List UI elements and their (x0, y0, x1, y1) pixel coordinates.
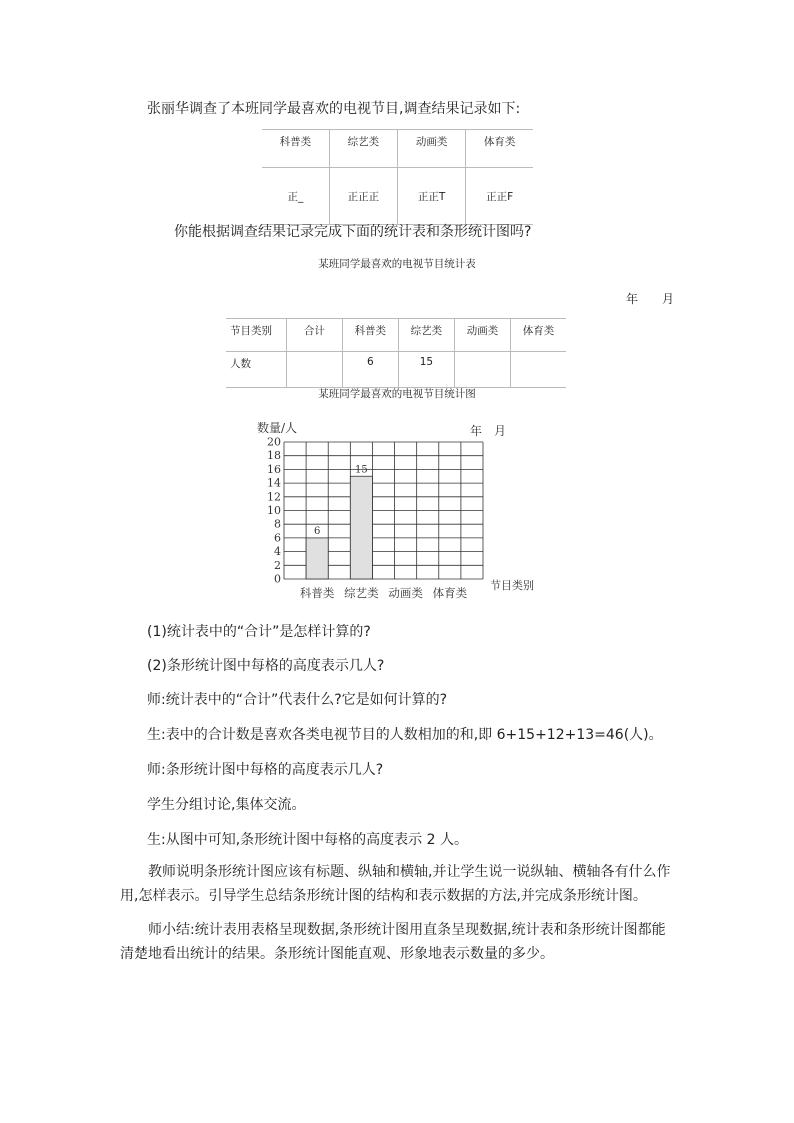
x-category-label: 动画类 (388, 586, 423, 600)
bar-value-label: 6 (313, 525, 321, 537)
survey-tally: 正正F (466, 168, 533, 225)
bar-value-label: 15 (355, 464, 368, 476)
stats-header: 综艺类 (398, 319, 454, 352)
chart-x-labels (300, 586, 468, 600)
y-tick-label: 20 (267, 435, 281, 449)
chart-bars (306, 464, 372, 579)
y-tick-label: 18 (267, 449, 281, 463)
intro-text: 张丽华调查了本班同学最喜欢的电视节目,调查结果记录如下: (147, 101, 521, 117)
chart-xlabel: 节目类别 (490, 579, 534, 592)
chart-ylabel: 数量/人 (257, 421, 298, 435)
survey-header: 体育类 (466, 130, 533, 168)
summary-paragraph: 师小结:统计表用表格呈现数据,条形统计图用直条呈现数据,统计表和条形统计图都能清楚地看出统计的结果。条形统计图能直观、形象地表示数量的多少。 (120, 922, 666, 962)
x-category-label: 科普类 (299, 586, 335, 600)
bar (306, 538, 328, 579)
y-tick-label: 8 (274, 517, 281, 531)
question-1: (1)统计表中的“合计”是怎样计算的? (147, 624, 371, 640)
survey-header: 科普类 (262, 130, 329, 168)
survey-tally: 正正T (397, 168, 465, 225)
x-category-label: 体育类 (432, 586, 468, 600)
dialogue-line: 师:条形统计图中每格的高度表示几人? (147, 762, 384, 778)
x-category-label: 综艺类 (344, 586, 379, 600)
dialogue-line: 生:从图中可知,条形统计图中每格的高度表示 2 人。 (147, 832, 468, 848)
dialogue-line: 师:统计表中的“合计”代表什么?它是如何计算的? (147, 692, 448, 708)
y-tick-label: 14 (267, 476, 281, 490)
bar (350, 476, 372, 579)
stats-row-label: 人数 (226, 352, 286, 388)
y-tick-label: 2 (274, 558, 281, 572)
y-tick-label: 10 (267, 504, 281, 517)
stats-header: 科普类 (342, 319, 398, 352)
stats-header: 节目类别 (226, 319, 286, 352)
dialogue-line: 学生分组讨论,集体交流。 (147, 797, 306, 813)
survey-header: 动画类 (397, 130, 465, 168)
prompt-text: 你能根据调查结果记录完成下面的统计表和条形统计图吗? (174, 224, 532, 240)
bar-chart (240, 415, 560, 605)
y-tick-label: 12 (267, 490, 281, 504)
table-date: 年 月 (626, 292, 675, 306)
survey-tally: 正_ (262, 168, 329, 225)
y-tick-label: 4 (274, 545, 281, 559)
dialogue-line: 生:表中的合计数是喜欢各类电视节目的人数相加的和,即 6+15+12+13=46(人)。 (147, 727, 663, 743)
stats-table (226, 318, 566, 388)
explain-paragraph: 教师说明条形统计图应该有标题、纵轴和横轴,并让学生说一说纵轴、横轴各有什么作用,怎样表示。引导学生总结条形统计图的结构和表示数据的方法,并完成条形统计图。 (120, 864, 671, 904)
question-2: (2)条形统计图中每格的高度表示几人? (147, 658, 385, 674)
stats-header: 动画类 (454, 319, 510, 352)
y-tick-label: 6 (274, 531, 281, 545)
stats-cell: 15 (398, 352, 454, 388)
chart-y-ticks (267, 436, 281, 586)
stats-header: 体育类 (510, 319, 566, 352)
stats-cell (510, 352, 566, 388)
stats-header: 合计 (286, 319, 342, 352)
table-title: 某班同学最喜欢的电视节目统计表 (318, 258, 476, 270)
survey-header: 综艺类 (329, 130, 397, 168)
stats-cell (454, 352, 510, 388)
y-tick-label: 16 (267, 462, 281, 476)
chart-title: 某班同学最喜欢的电视节目统计图 (318, 388, 476, 400)
stats-cell-total (286, 352, 342, 388)
y-tick-label: 0 (274, 572, 281, 586)
survey-tally-table (262, 129, 533, 225)
stats-cell: 6 (342, 352, 398, 388)
chart-date: 年 月 (470, 424, 507, 438)
survey-tally: 正正正 (329, 168, 397, 225)
